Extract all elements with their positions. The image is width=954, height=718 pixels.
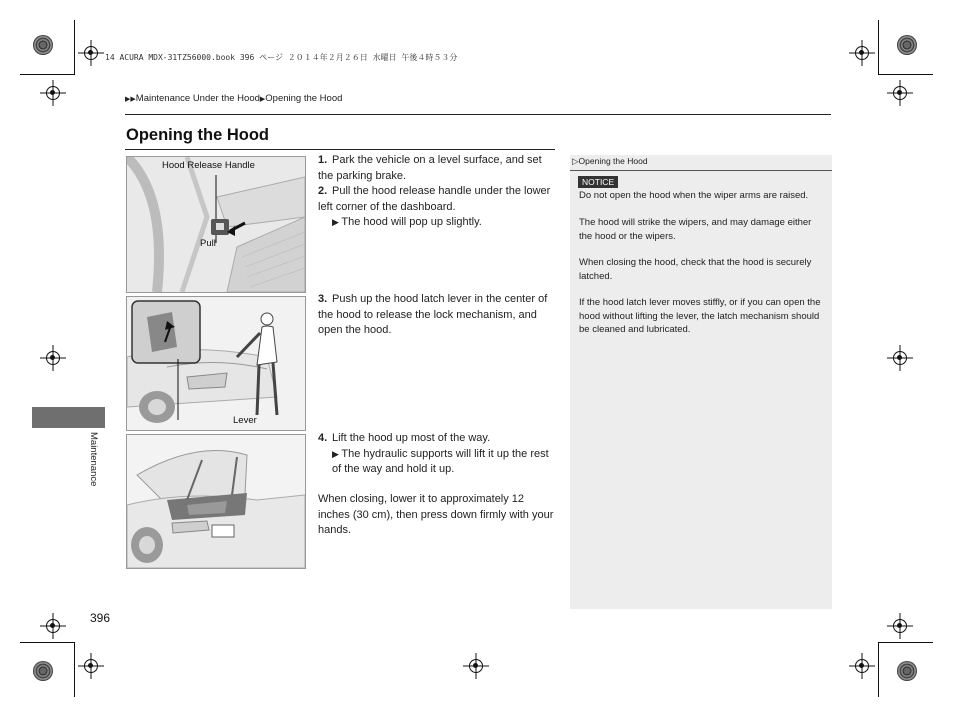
closing-instruction: When closing, lower it to approximately 12 inches (30 cm), then press down firmly with your hands. [318,493,554,536]
page-title: Opening the Hood [126,126,269,144]
step-number: 2. [318,185,328,197]
step-text: Push up the hood latch lever in the center of the hood to release the lock mechanism, and open the hood. [318,293,548,336]
crop-mark [878,74,933,75]
color-registration-dial [897,661,917,681]
hood-open-illustration [126,434,306,569]
breadcrumb-arrow-icon: ▶▶ [125,96,136,103]
header-divider [125,114,831,115]
section-tab-label: Maintenance [88,432,99,487]
crop-mark [20,642,75,643]
figure2-callout-lever: Lever [233,415,257,426]
title-divider [125,149,555,150]
figure1-callout-pull: Pull [200,238,216,249]
registration-mark [855,659,869,673]
registration-mark [855,46,869,60]
step-result-text: The hydraulic supports will lift it up the rest of the way and hold it up. [332,447,549,475]
notice-text: Do not open the hood when the wiper arms are raised. [579,190,809,201]
registration-mark [46,351,60,365]
crop-mark [878,20,879,75]
notice-badge: NOTICE [578,176,618,188]
hood-release-handle-illustration [126,156,306,293]
figure1-callout-handle: Hood Release Handle [162,160,255,171]
color-registration-dial [33,35,53,55]
color-registration-dial [897,35,917,55]
crop-mark [74,642,75,697]
step-text: Lift the hood up most of the way. [332,432,491,444]
interior-dashboard-drawing [127,157,305,292]
registration-mark [469,659,483,673]
notice-text-2: The hood will strike the wipers, and may damage either the hood or the wipers. [579,217,812,242]
step-text: Park the vehicle on a level surface, and set the parking brake. [318,154,542,182]
registration-mark [46,86,60,100]
registration-mark [84,659,98,673]
page-number: 396 [90,611,111,625]
side-note-paragraph-1: When closing the hood, check that the hood is securely latched. [579,257,812,282]
side-note-title: ▷Opening the Hood [572,156,648,166]
registration-mark [84,46,98,60]
step-2 [318,184,556,231]
crop-mark [20,74,75,75]
step-number: 1. [318,154,328,166]
breadcrumb-separator-icon: ▶ [259,96,266,103]
crop-mark [878,642,879,697]
step-result [318,215,556,231]
step-text: Pull the hood release handle under the lower left corner of the dashboard. [318,185,551,213]
hood-latch-lever-illustration [126,296,306,431]
print-header: 14 ACURA MDX-31TZ56000.book 396 ページ ２０１４年２月２６日 水曜日 午後４時５３分 [105,53,458,62]
step-result-text: The hood will pop up slightly. [341,216,482,228]
breadcrumb-link-maintenance-under-the-hood[interactable]: Maintenance Under the Hood [135,93,260,104]
step-4 [318,431,556,478]
breadcrumb [125,93,342,104]
crop-mark [74,20,75,75]
step-number: 4. [318,432,328,444]
side-note-arrow-icon: ▷ [572,156,579,166]
registration-mark [893,351,907,365]
step-number: 3. [318,293,328,305]
registration-mark [46,619,60,633]
side-note-paragraph-2: If the hood latch lever moves stiffly, or if you can open the hood without lifting the lever, the latch mechanism should be cleaned and lubricated. [579,297,821,335]
step-result [318,447,556,478]
color-registration-dial [33,661,53,681]
registration-mark [893,619,907,633]
breadcrumb-current: Opening the Hood [265,93,343,104]
registration-mark [893,86,907,100]
car-front-person-drawing [127,297,305,430]
car-hood-open-drawing [127,435,305,568]
step-3 [318,292,556,339]
result-arrow-icon: ▶ [332,448,342,459]
step-1 [318,153,556,184]
section-tab[interactable] [32,407,105,428]
crop-mark [878,642,933,643]
result-arrow-icon: ▶ [332,217,342,227]
